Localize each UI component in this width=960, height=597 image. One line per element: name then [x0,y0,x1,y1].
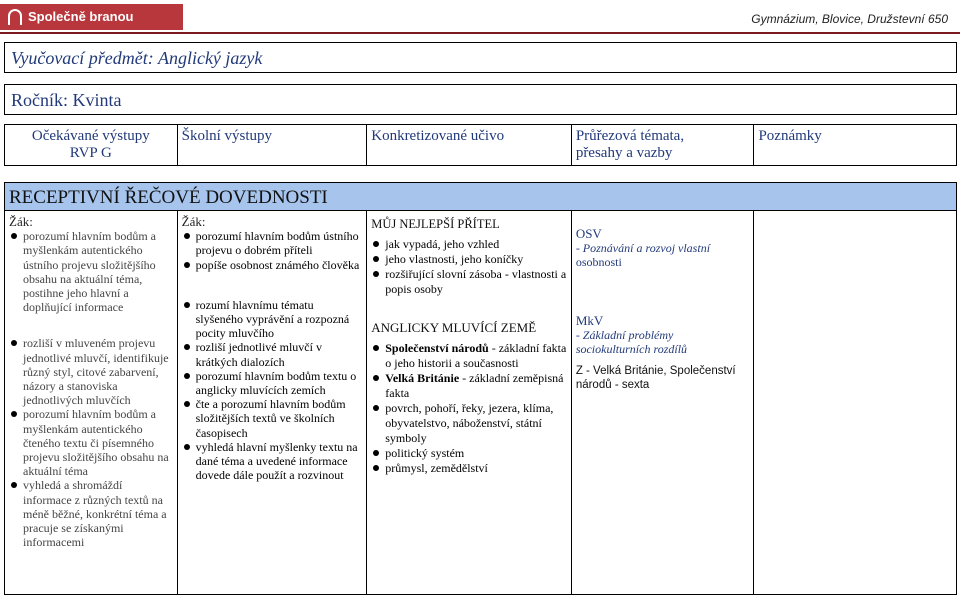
list [9,336,173,549]
osv-item: - Poznávání a rozvoj vlastní [575,241,711,256]
bold-term: Společenství národů [385,341,489,356]
bold-term: Velká Británie [385,371,460,386]
header-line: Očekávané výstupy [31,128,150,144]
column-header-notes [754,125,956,165]
list-item: rozliší jednotlivé mluvčí v krátkých dialozích [182,340,363,368]
header-line: přesahy a vazby [575,145,673,161]
osv-item: osobnosti [575,255,622,270]
column-header-curriculum [367,125,572,165]
student-label: Žák: [181,214,206,229]
list [182,229,363,272]
mkv-title: MkV [575,312,604,328]
item-text: povrch, pohoří, řeky, jezera, klíma, obyvatelstvo, náboženství, státní symboly [385,401,554,446]
school-name: Gymnázium, Blovice, Družstevní 650 [751,12,948,26]
item-text: - základní fakta o jeho historii a současnosti [385,341,567,371]
list-item: porozumí hlavním bodům ústního projevu o dobrém příteli [182,229,363,257]
mkv-item: - Základní problémy sociokulturních rozdílů [575,327,688,357]
list-item: jak vypadá, jeho vzhled [371,237,567,252]
header-line: Školní výstupy [181,128,273,144]
header-line: Poznámky [758,128,822,144]
list-item: vyhledá a shromáždí informace z různých textů na méně běžné, konkrétní téma a pracuje se získanými informacemi [9,478,173,549]
item-text: politický systém [385,446,465,461]
student-label: Žák: [9,214,33,229]
section-title: RECEPTIVNÍ ŘEČOVÉ DOVEDNOSTI [5,183,956,211]
topic-heading: MŮJ NEJLEPŠÍ PŘÍTEL [371,217,500,231]
logo [0,4,183,50]
topic-heading: ANGLICKY MLUVÍCÍ ZEMĚ [371,320,537,336]
list [371,237,567,297]
list-item: rozliší v mluveném projevu jednotlivé mluvčí, identifikuje různý styl, citové zabarvení, názory a stanoviska jednotlivých mluvčích [9,336,173,407]
list-item: popíše osobnost známého člověka [182,258,363,272]
curriculum-column [367,211,572,594]
cross-topics-column [572,211,755,594]
gate-icon [8,9,22,25]
header-bar [0,0,960,50]
list [371,341,567,476]
list-item: porozumí hlavním bodům a myšlenkám autentického čteného textu či písemného projevu složitějšího obsahu na aktuální téma [9,407,173,478]
list-item: vyhledá hlavní myšlenky textu na dané téma a uvedené informace dovede dále použít a rozvinout [182,440,363,483]
list-item: jeho vlastnosti, jeho koníčky [371,252,567,267]
expected-outputs-column [5,211,178,594]
list-item: porozumí hlavním bodům a myšlenkám autentického ústního projevu složitějšího obsahu na aktuální téma, postihne jeho hlavní a doplňující informace [9,229,173,314]
list-item: čte a porozumí hlavním bodům složitějších textů ve školních časopisech [182,397,363,440]
subject-box: Vyučovací předmět: Anglický jazyk [4,42,957,73]
notes-column [754,211,956,594]
header-divider [0,32,960,34]
list [182,298,363,483]
logo-text: Společně branou poznání [28,9,134,50]
osv-title: OSV [575,226,602,241]
column-header-cross-topics [572,125,755,165]
list [9,229,173,314]
list-item: porozumí hlavním bodům textu o anglicky mluvících zemích [182,369,363,397]
list-item [371,341,567,371]
item-text: průmysl, zemědělství [385,461,488,476]
list-item: rozšiřující slovní zásoba - vlastnosti a popis osoby [371,267,567,297]
column-header-expected-outputs [5,125,178,165]
list-item [371,371,567,401]
z-item: Z - Velká Británie, Společenství národů - sexta [575,365,736,392]
header-line: Konkretizované učivo [371,128,505,144]
item-text: - základní zeměpisná fakta [385,371,564,401]
column-headers [4,124,957,166]
header-line: Průřezová témata, [575,128,685,144]
header-line: RVP G [69,145,112,161]
list-item: rozumí hlavnímu tématu slyšeného vyprávění a rozpozná pocity mluvčího [182,298,363,341]
curriculum-table [4,182,957,595]
list-item [371,446,567,461]
column-header-school-outputs [178,125,368,165]
list-item [371,461,567,476]
grade-box: Ročník: Kvinta [4,84,957,115]
school-outputs-column [178,211,368,594]
list-item [371,401,567,446]
